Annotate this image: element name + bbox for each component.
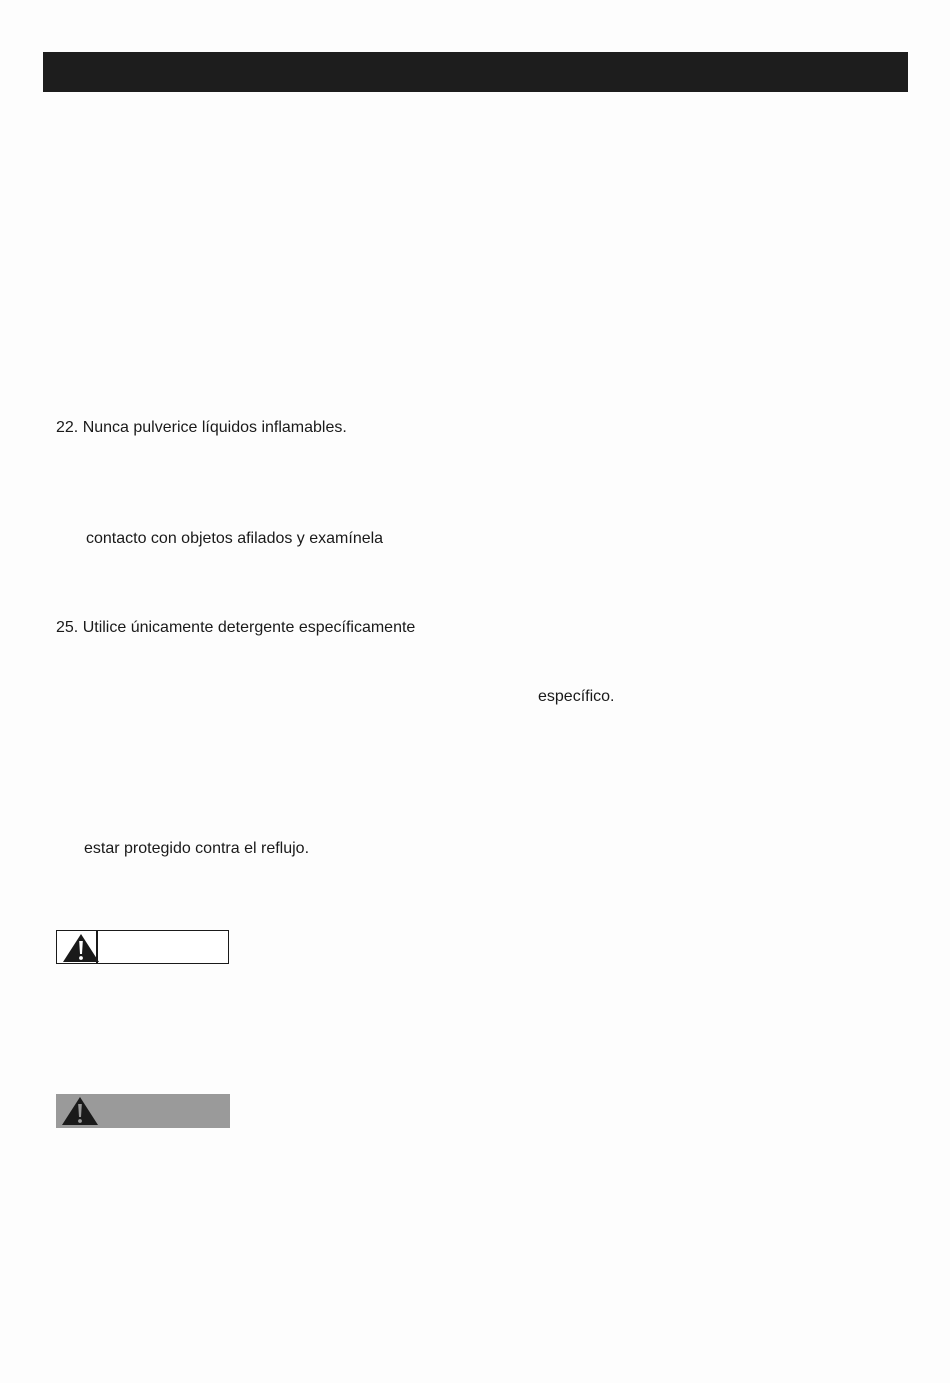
list-item-25: 25. Utilice únicamente detergente específicamente — [56, 619, 416, 636]
warning-triangle-icon — [61, 1096, 99, 1126]
list-item-25-continuation: específico. — [538, 688, 615, 705]
list-item-22: 22. Nunca pulverice líquidos inflamables. — [56, 419, 347, 436]
section-header-bar — [43, 52, 908, 92]
caution-label-box — [56, 1094, 230, 1128]
warning-triangle-icon — [62, 933, 100, 963]
warning-label-box — [56, 930, 229, 964]
list-item-24-continuation: contacto con objetos afilados y examínela — [86, 530, 384, 547]
list-item-26-continuation: estar protegido contra el reflujo. — [84, 840, 310, 857]
warning-label-divider — [96, 931, 98, 963]
